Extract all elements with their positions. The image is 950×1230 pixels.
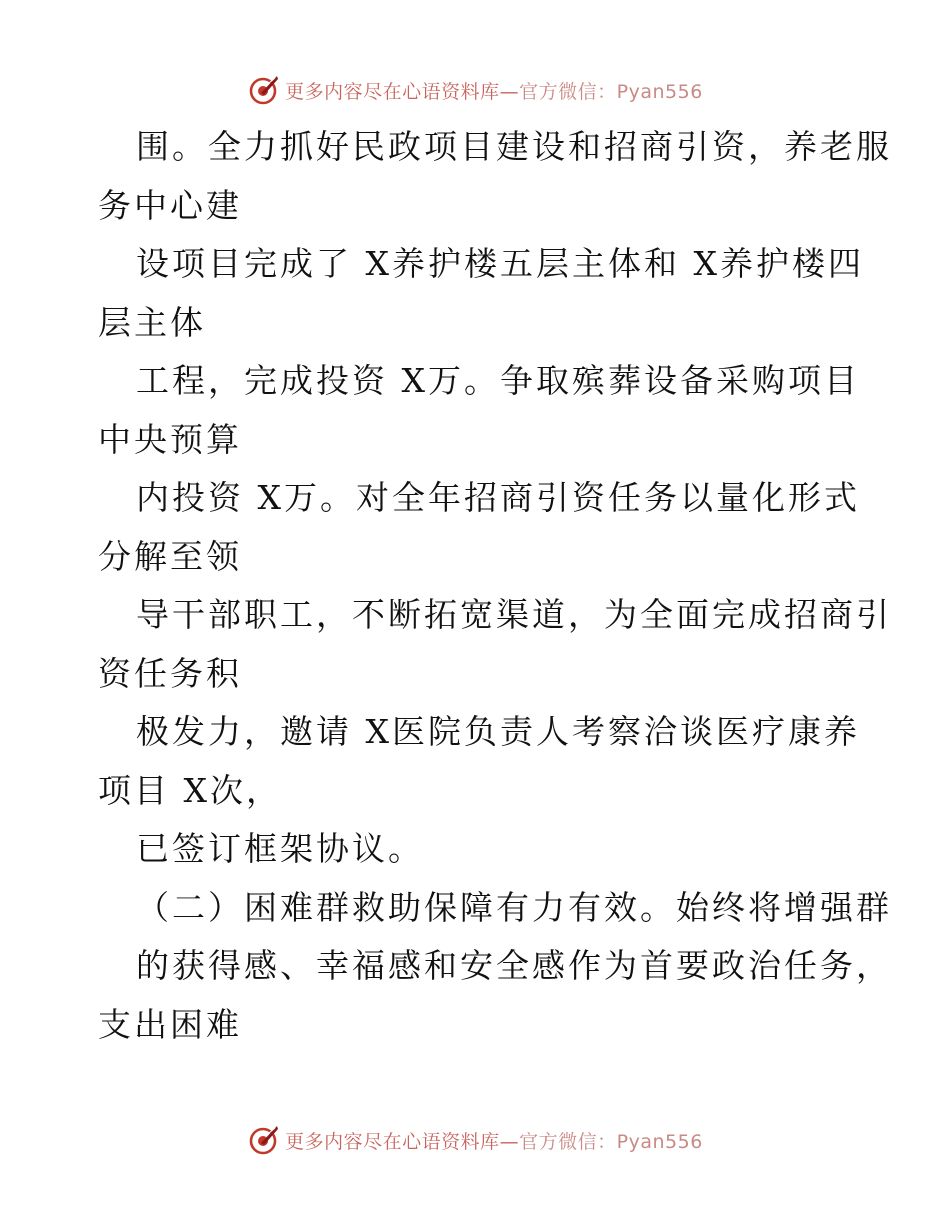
text-line: 中央预算	[98, 419, 242, 459]
footer-wechat-text: 官方微信：Pyan556	[519, 1130, 703, 1153]
document-body	[98, 118, 892, 1054]
text-line: 层主体	[98, 302, 206, 342]
text-line: 的获得感、幸福感和安全感作为首要政治任务，	[136, 946, 892, 985]
text-line: 已签订框架协议。	[136, 829, 424, 868]
text-line: 设项目完成了 X养护楼五层主体和 X养护楼四	[136, 244, 864, 283]
footer-site-text: 更多内容尽在心语资料库	[285, 1130, 500, 1153]
text-line: 工程，完成投资 X万。争取殡葬设备采购项目	[136, 361, 860, 400]
text-line: 围。全力抓好民政项目建设和招商引资，养老服	[136, 127, 892, 166]
header-dash: —	[499, 80, 520, 103]
text-line: 导干部职工，不断拓宽渠道，为全面完成招商引	[136, 595, 892, 634]
feather-seal-logo-icon	[247, 1123, 281, 1157]
text-line: 资任务积	[98, 653, 242, 693]
text-line: 内投资 X万。对全年招商引资任务以量化形式	[136, 478, 860, 517]
header-site-text: 更多内容尽在心语资料库	[285, 80, 500, 103]
text-line: 务中心建	[98, 185, 242, 225]
text-line: 极发力，邀请 X医院负责人考察洽谈医疗康养	[136, 712, 860, 751]
feather-seal-logo-icon	[247, 73, 281, 107]
footer-dash: —	[499, 1130, 520, 1153]
footer-banner-text	[285, 1127, 703, 1154]
text-line: 项目 X次，	[98, 770, 282, 810]
text-line: （二）困难群救助保障有力有效。始终将增强群	[136, 887, 892, 927]
header-wechat-text: 官方微信：Pyan556	[519, 80, 703, 103]
header-banner-text	[285, 77, 703, 104]
header-banner	[0, 70, 950, 110]
footer-banner	[0, 1120, 950, 1160]
text-line: 分解至领	[98, 536, 242, 576]
text-line: 支出困难	[98, 1004, 242, 1044]
